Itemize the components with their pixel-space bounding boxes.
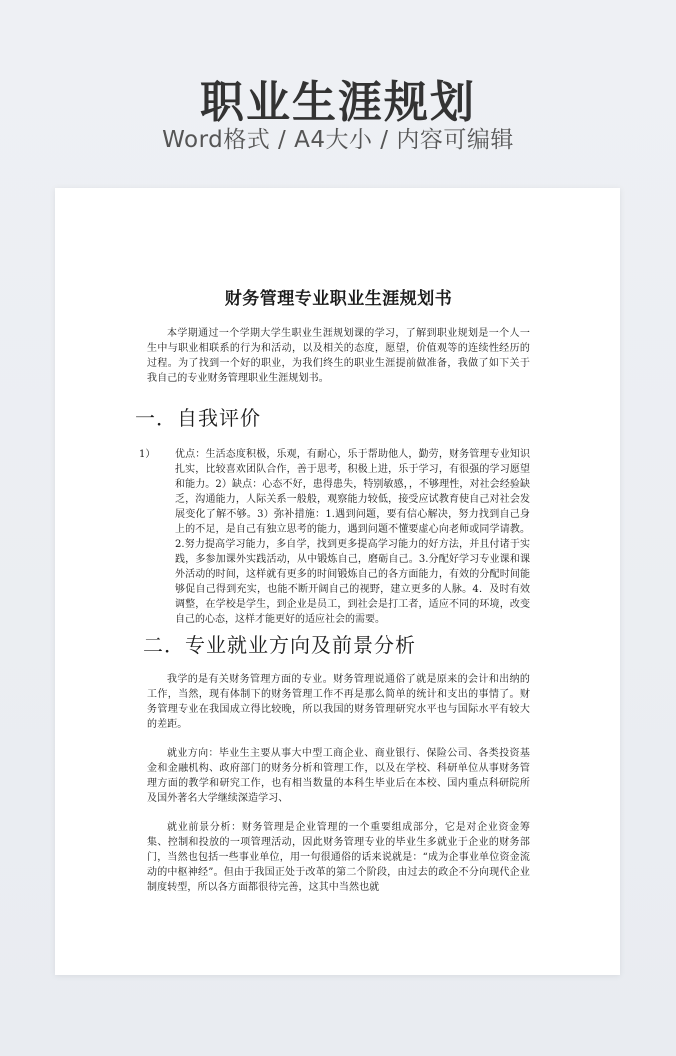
employment-direction-paragraph: 就业方向：毕业生主要从事大中型工商企业、商业银行、保险公司、各类投资基金和金融机构、政府部门的财务分析和管理工作，以及在学校、科研单位从事财务管理方面的教学和研究工作，也有相当数量的本科生毕业后在本校、国内重点科研院所及国外著名大学继续深造学习、 (147, 748, 530, 804)
employment-outlook-paragraph: 就业前景分析：财务管理是企业管理的一个重要组成部分，它是对企业资金筹集、控制和投放的一项管理活动，因此财务管理专业的毕业生多就业于企业的财务部门，当然也包括一些事业单位，用一句很通俗的话来说就是：“成为企事业单位资金流动的中枢神经”。但由于我国正处于改革的第二个阶段，由过去的政企不分向现代企业制度转型，所以各方面都很待完善，这其中当然也就 (147, 822, 530, 893)
document-page (55, 188, 620, 975)
document-body (135, 284, 530, 895)
intro-paragraph: 本学期通过一个学期大学生职业生涯规划课的学习，了解到职业规划是一个人一生中与职业相联系的行为和活动，以及相关的态度，愿望，价值观等的连续性经历的过程。为了找到一个好的职业，为我们终生的职业生涯提前做准备，我做了如下关于我自己的专业财务管理职业生涯规划书。 (147, 328, 530, 384)
list-item (139, 447, 530, 627)
major-paragraph: 我学的是有关财务管理方面的专业。财务管理说通俗了就是原来的会计和出纳的工作，当然，现有体制下的财务管理工作不再是那么简单的统计和支出的事情了。财务管理专业在我国成立得比较晚，所以我国的财务管理研究水平也与国际水平有较大的差距。 (147, 674, 530, 730)
list-marker: 1） (139, 449, 156, 460)
poster-title: 职业生涯规划 (200, 77, 476, 128)
section-heading-self-evaluation: 一．自我评价 (135, 406, 261, 430)
section-heading-career-direction: 二．专业就业方向及前景分析 (143, 633, 416, 657)
document-title: 财务管理专业职业生涯规划书 (224, 289, 453, 309)
poster-subtitle: Word格式 / A4大小 / 内容可编辑 (162, 127, 514, 153)
list-item-text: 优点：生活态度积极，乐观，有耐心，乐于帮助他人，勤劳，财务管理专业知识扎实，比较喜欢团队合作，善于思考，积极上进，乐于学习，有很强的学习愿望和能力。2）缺点：心态不好，患得患失，特别敏感，，不够理性，对社会经验缺乏，沟通能力，人际关系一般般，观察能力较低，接受应试教育使自己对社会发展变化了解不够。3）弥补措施：1.遇到问题，要有信心解决，努力找到自己身上的不足，是自己有独立思考的能力，遇到问题不懂要虚心向老师或同学请教。2.努力提高学习能力，多自学，找到更多提高学习能力的好方法，并且付诸于实践，多参加课外实践活动，从中锻炼自己，磨砺自己。3.分配好学习专业课和课外活动的时间，这样就有更多的时间锻炼自己的各方面能力，有效的分配时间能够促自己得到充实，也能不断开阔自己的视野，建立更多的人脉。4．及时有效调整，在学校是学生，到企业是员工，到社会是打工者，适应不同的环境，改变自己的心态，这样才能更好的适应社会的需要。 (175, 449, 530, 625)
